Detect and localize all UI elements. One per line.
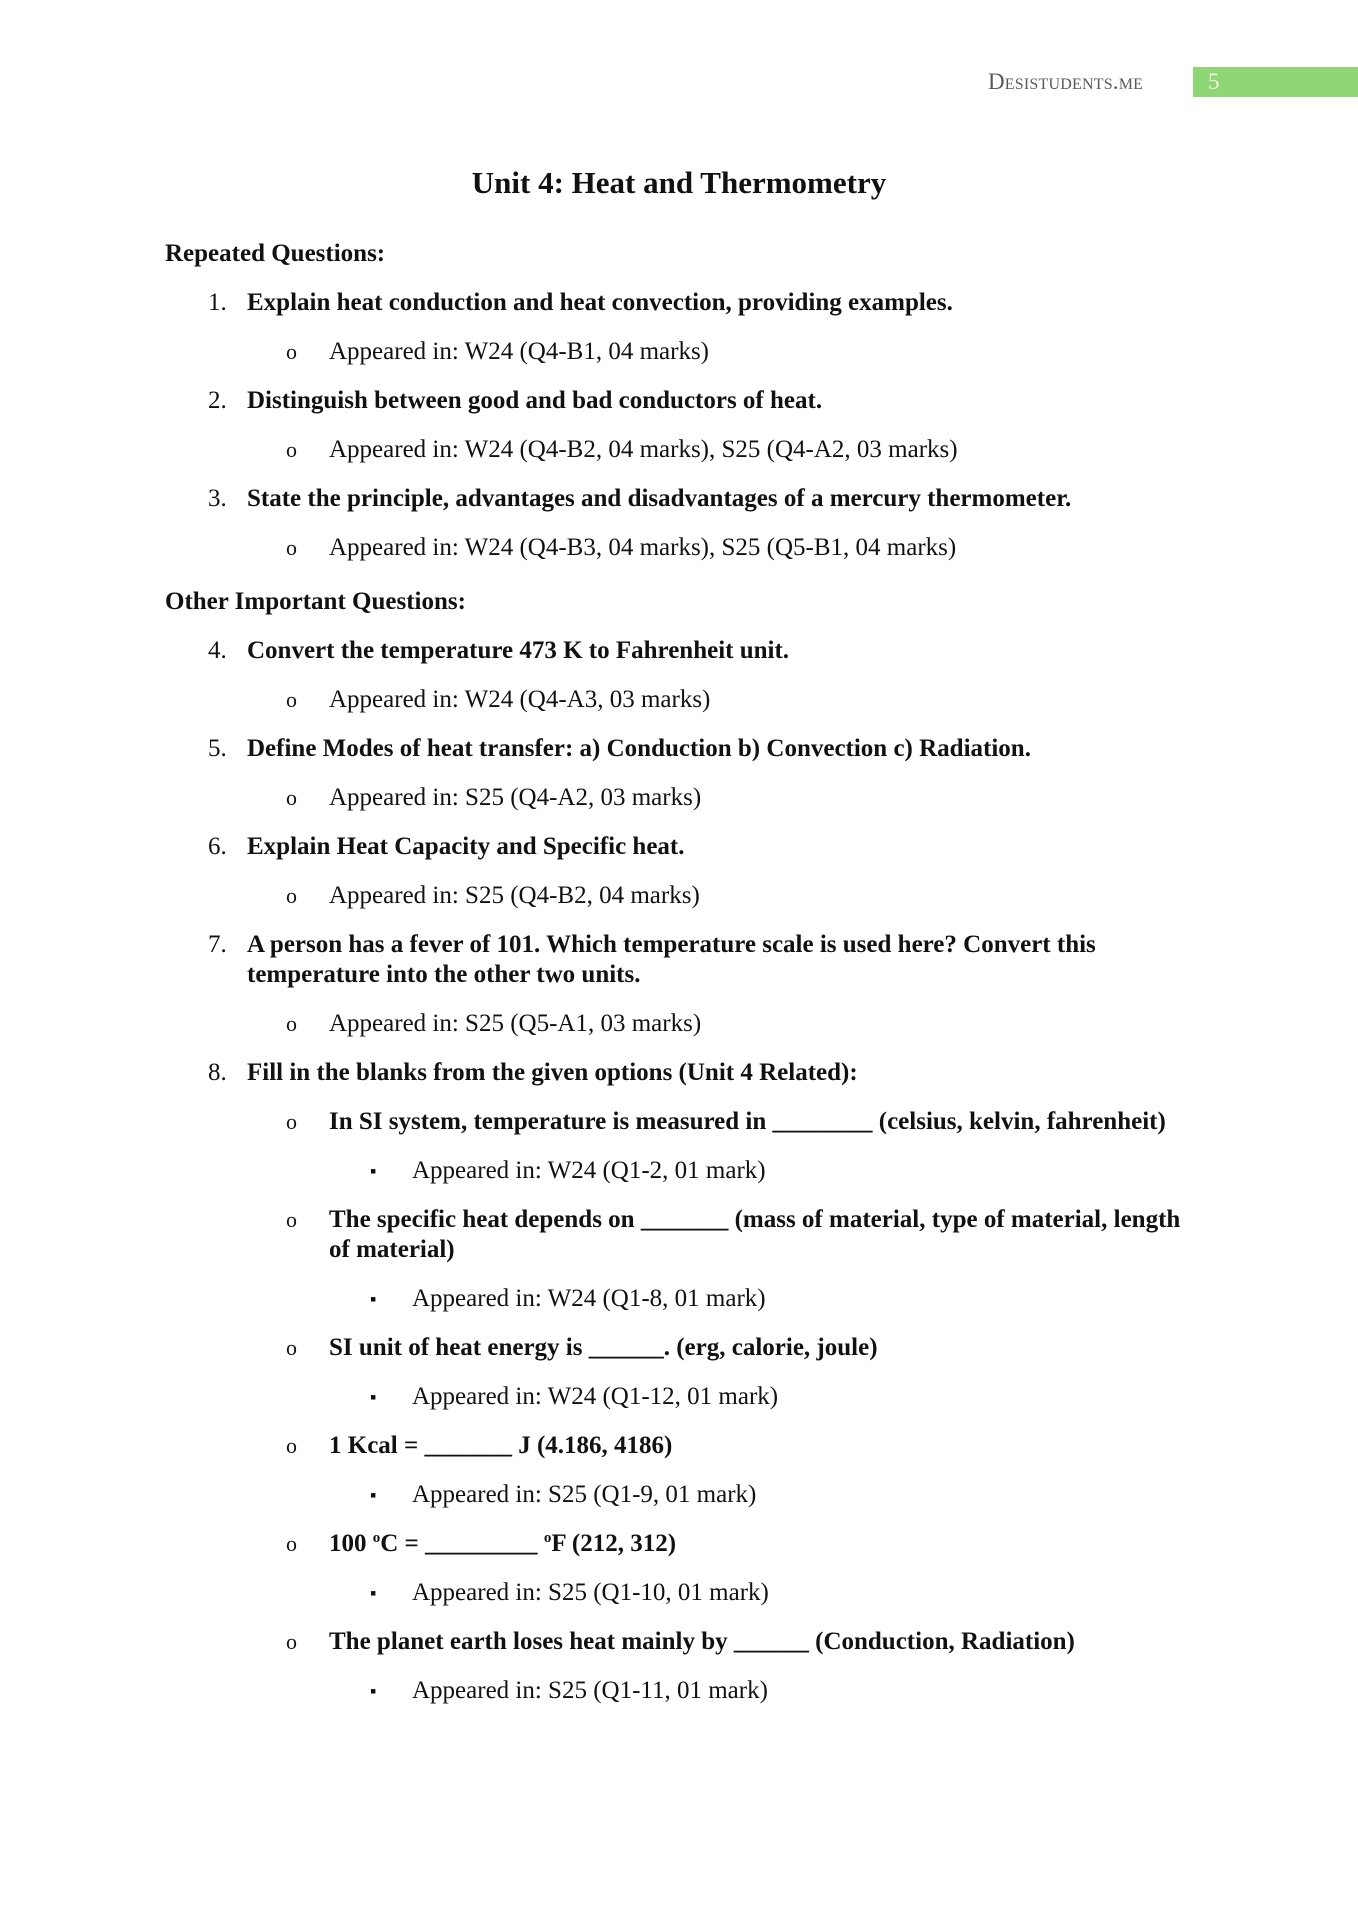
question-text: A person has a fever of 101. Which temperature scale is used here? Convert this [247, 931, 1096, 958]
fill-blank-item [0, 1529, 1358, 1559]
text-part: C = _________ [380, 1530, 544, 1557]
degree-superscript: o [543, 1530, 552, 1546]
question-text-continued: temperature into the other two units. [247, 961, 641, 988]
question-number: 4. [208, 637, 227, 664]
document-body [0, 239, 1358, 1725]
question-text: Explain Heat Capacity and Specific heat. [247, 833, 685, 860]
appeared-text: Appeared in: S25 (Q4-A2, 03 marks) [329, 784, 702, 811]
question-number: 6. [208, 833, 227, 860]
appeared-in [0, 435, 1358, 465]
question-text: Define Modes of heat transfer: a) Conduction b) Convection c) Radiation. [247, 735, 1031, 762]
site-brand: Desistudents.me [988, 69, 1144, 94]
appeared-in [0, 1009, 1358, 1039]
circle-bullet-icon: o [286, 437, 297, 462]
fill-blank-text: SI unit of heat energy is ______. (erg, calorie, joule) [329, 1334, 878, 1361]
appeared-in [0, 881, 1358, 911]
circle-bullet-icon: o [286, 1433, 297, 1458]
question-number: 7. [208, 931, 227, 958]
appeared-in [0, 1156, 1358, 1186]
square-bullet-icon: ▪ [370, 1161, 377, 1181]
appeared-text: Appeared in: W24 (Q1-8, 01 mark) [412, 1285, 766, 1312]
circle-bullet-icon: o [286, 1011, 297, 1036]
appeared-in [0, 1578, 1358, 1608]
page-title: Unit 4: Heat and Thermometry [471, 165, 887, 200]
fill-blank-text [329, 1529, 1358, 1559]
appeared-in [0, 783, 1358, 813]
appeared-text: Appeared in: W24 (Q1-2, 01 mark) [412, 1157, 766, 1184]
section-heading-repeated: Repeated Questions: [165, 240, 386, 267]
circle-bullet-icon: o [286, 687, 297, 712]
question-item [0, 636, 1358, 666]
question-item [0, 930, 1358, 990]
appeared-text: Appeared in: S25 (Q5-A1, 03 marks) [329, 1010, 702, 1037]
fill-blank-item [0, 1107, 1358, 1137]
fill-blank-text-continued: of material) [329, 1236, 455, 1263]
page-number: 5 [1208, 69, 1220, 94]
fill-blank-text: In SI system, temperature is measured in ________ (celsius, kelvin, fahrenheit) [329, 1108, 1166, 1135]
appeared-in [0, 1382, 1358, 1412]
circle-bullet-icon: o [286, 1629, 297, 1654]
fill-blank-item [0, 1333, 1358, 1363]
circle-bullet-icon: o [286, 339, 297, 364]
appeared-text: Appeared in: W24 (Q4-B1, 04 marks) [329, 338, 710, 365]
question-text: Explain heat conduction and heat convection, providing examples. [247, 289, 953, 316]
question-item [0, 1058, 1358, 1088]
appeared-text: Appeared in: S25 (Q4-B2, 04 marks) [329, 882, 700, 909]
question-number: 5. [208, 735, 227, 762]
circle-bullet-icon: o [286, 1531, 297, 1556]
question-item [0, 288, 1358, 318]
question-number: 3. [208, 485, 227, 512]
circle-bullet-icon: o [286, 1207, 297, 1232]
appeared-in [0, 685, 1358, 715]
appeared-text: Appeared in: W24 (Q4-B2, 04 marks), S25 (Q4-A2, 03 marks) [329, 436, 958, 463]
question-number: 2. [208, 387, 227, 414]
section-heading-other: Other Important Questions: [165, 588, 466, 615]
text-part: F (212, 312) [551, 1530, 677, 1557]
square-bullet-icon: ▪ [370, 1387, 377, 1407]
circle-bullet-icon: o [286, 1335, 297, 1360]
question-item [0, 832, 1358, 862]
circle-bullet-icon: o [286, 785, 297, 810]
appeared-text: Appeared in: S25 (Q1-11, 01 mark) [412, 1677, 768, 1704]
circle-bullet-icon: o [286, 1109, 297, 1134]
question-item [0, 734, 1358, 764]
appeared-text: Appeared in: W24 (Q4-A3, 03 marks) [329, 686, 711, 713]
fill-blank-item [0, 1627, 1358, 1657]
fill-blank-text: The specific heat depends on _______ (mass of material, type of material, length [329, 1206, 1181, 1233]
fill-blank-item [0, 1431, 1358, 1461]
square-bullet-icon: ▪ [370, 1485, 377, 1505]
page-number-box [1193, 67, 1358, 97]
appeared-in [0, 1480, 1358, 1510]
square-bullet-icon: ▪ [370, 1289, 377, 1309]
degree-superscript: o [372, 1530, 381, 1546]
square-bullet-icon: ▪ [370, 1583, 377, 1603]
text-part: 100 [329, 1530, 373, 1557]
appeared-in [0, 1284, 1358, 1314]
appeared-in [0, 337, 1358, 367]
circle-bullet-icon: o [286, 535, 297, 560]
question-number: 1. [208, 289, 227, 316]
question-number: 8. [208, 1059, 227, 1086]
question-text: Fill in the blanks from the given options (Unit 4 Related): [247, 1059, 858, 1086]
square-bullet-icon: ▪ [370, 1681, 377, 1701]
appeared-text: Appeared in: S25 (Q1-10, 01 mark) [412, 1579, 769, 1606]
appeared-text: Appeared in: W24 (Q1-12, 01 mark) [412, 1383, 779, 1410]
appeared-text: Appeared in: W24 (Q4-B3, 04 marks), S25 (Q5-B1, 04 marks) [329, 534, 957, 561]
question-item [0, 484, 1358, 514]
fill-blank-text: 1 Kcal = _______ J (4.186, 4186) [329, 1432, 673, 1459]
question-text: State the principle, advantages and disadvantages of a mercury thermometer. [247, 485, 1072, 512]
appeared-in [0, 533, 1358, 563]
question-item [0, 386, 1358, 416]
fill-blank-item [0, 1205, 1358, 1265]
fill-blank-text: The planet earth loses heat mainly by ______ (Conduction, Radiation) [329, 1628, 1075, 1655]
circle-bullet-icon: o [286, 883, 297, 908]
appeared-text: Appeared in: S25 (Q1-9, 01 mark) [412, 1481, 757, 1508]
question-text: Distinguish between good and bad conductors of heat. [247, 387, 823, 414]
appeared-in [0, 1676, 1358, 1706]
question-text: Convert the temperature 473 K to Fahrenheit unit. [247, 637, 790, 664]
